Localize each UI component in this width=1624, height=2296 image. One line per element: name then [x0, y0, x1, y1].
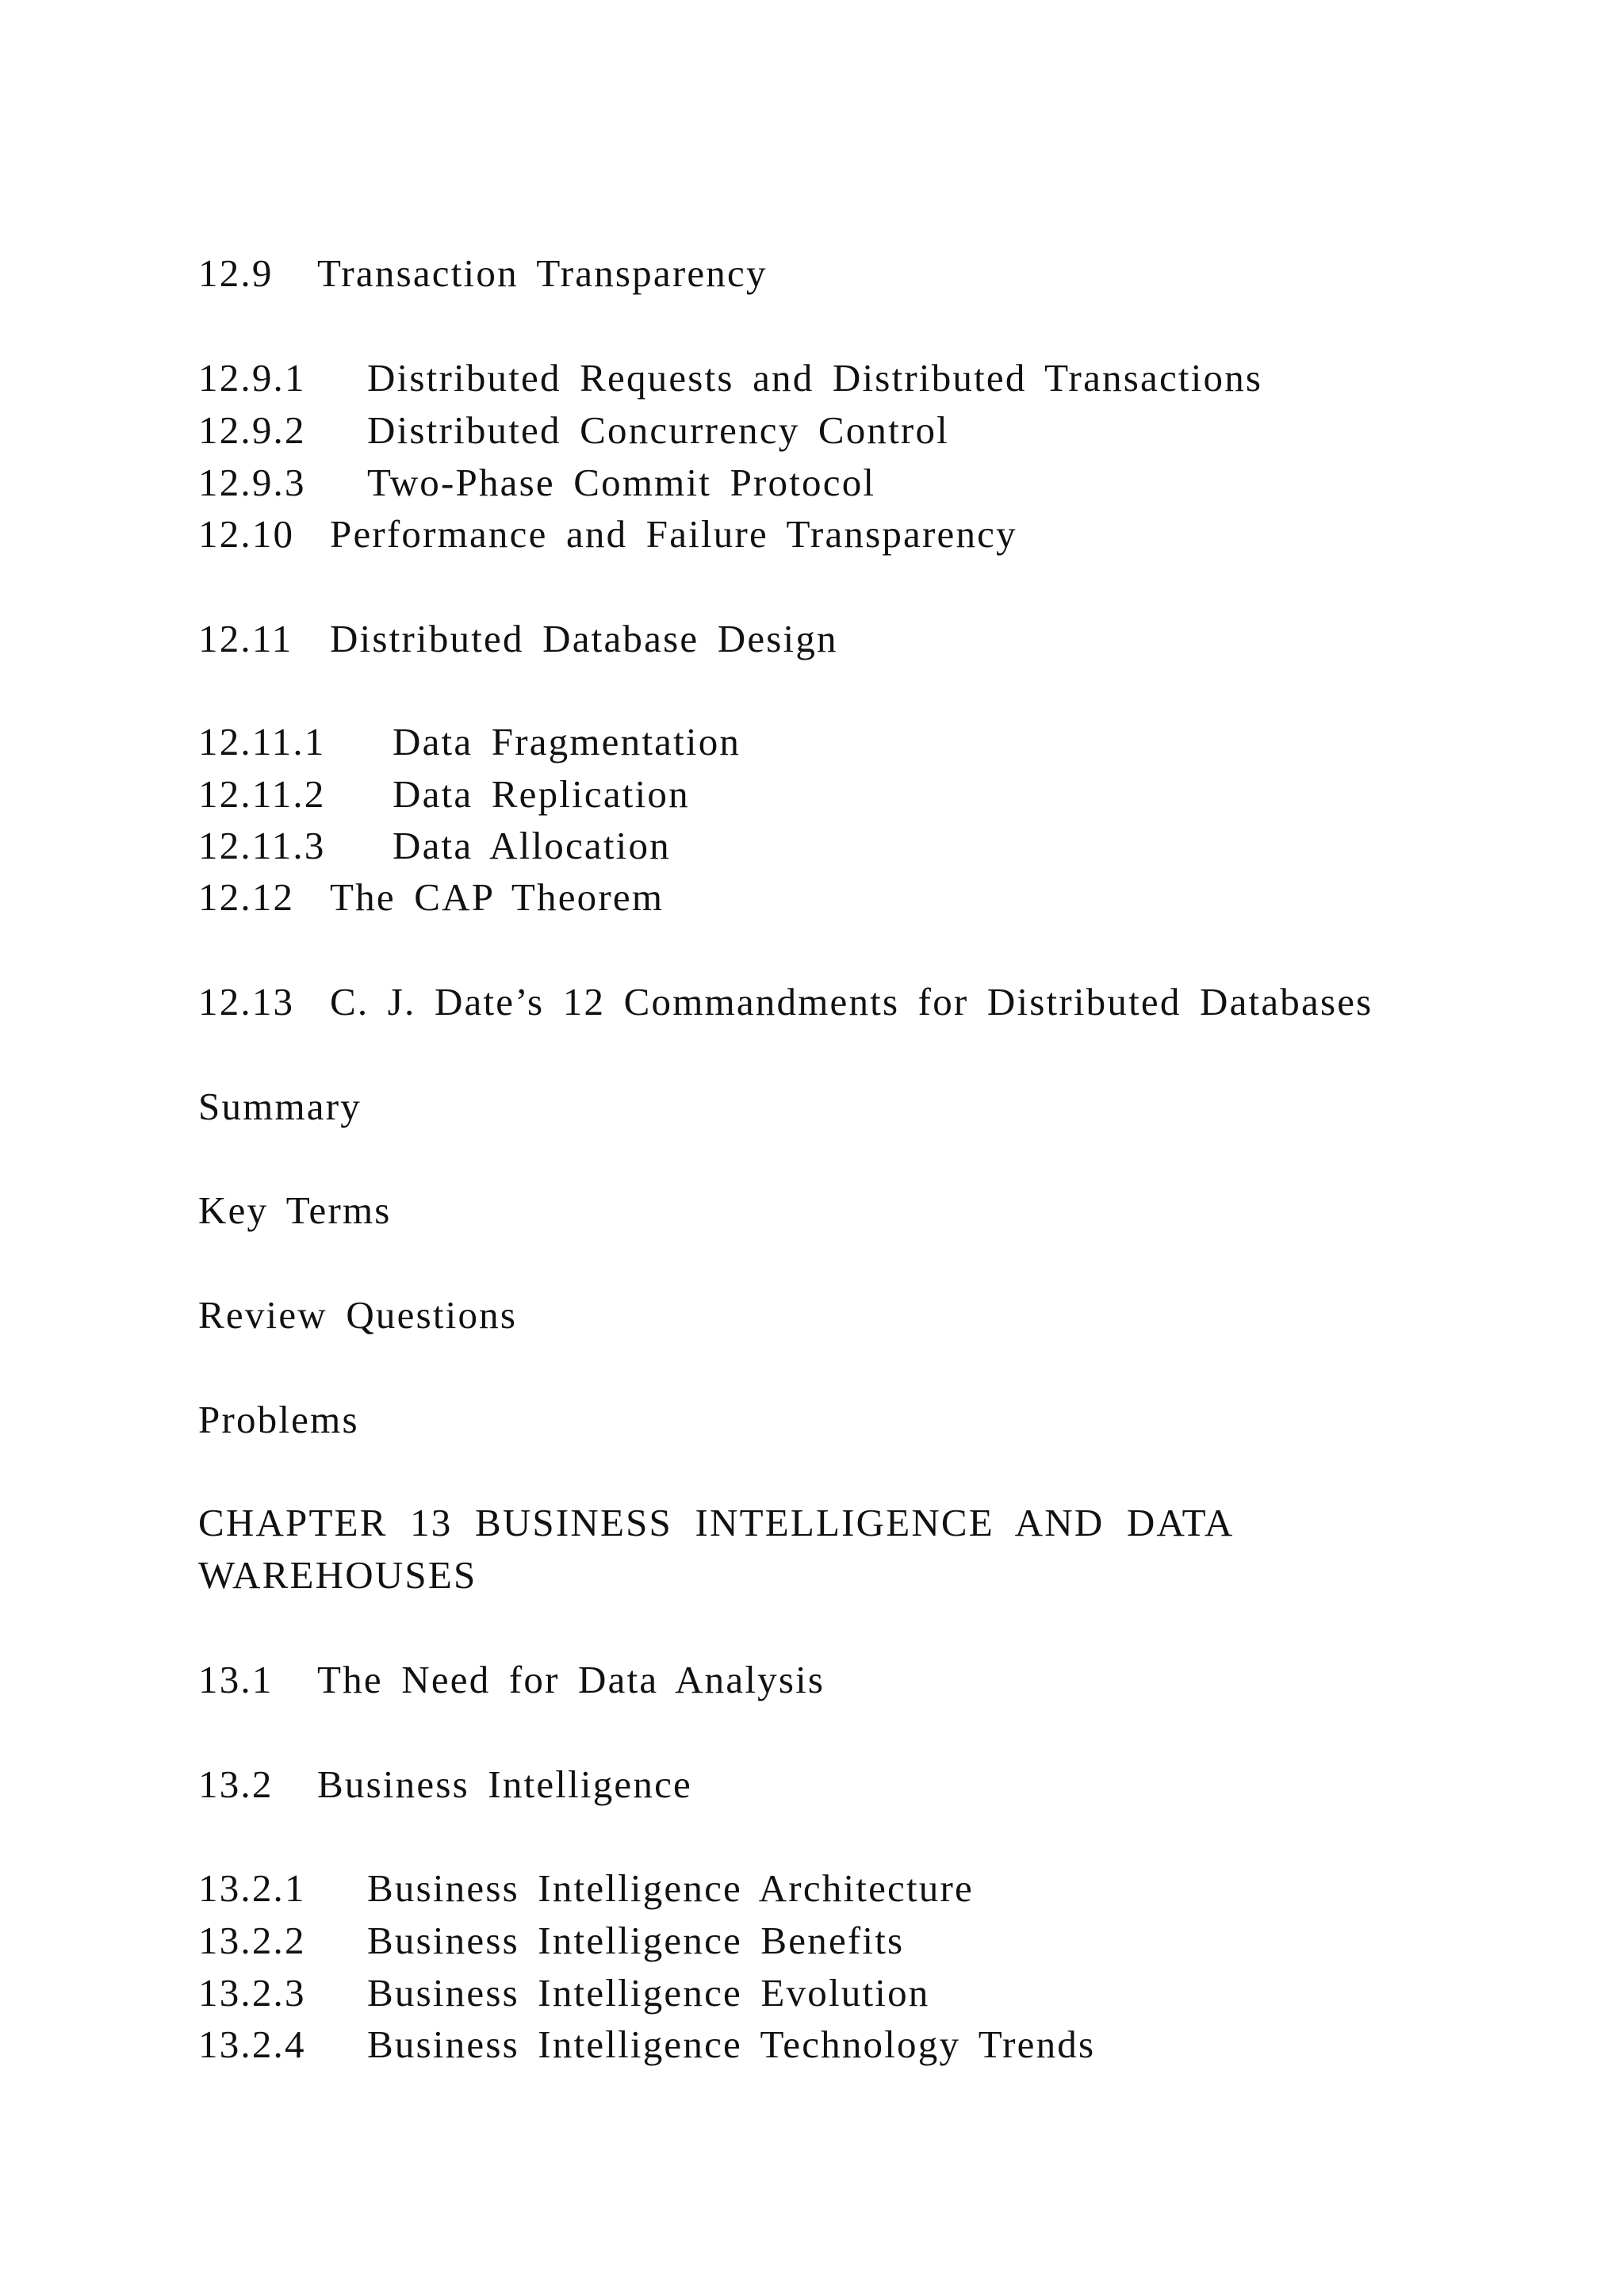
section-title: C. J. Date’s 12 Commandments for Distributed Databases [330, 980, 1373, 1024]
section-title: Business Intelligence Benefits [367, 1919, 905, 1962]
section-title: Business Intelligence Architecture [367, 1866, 974, 1910]
section-title: Data Allocation [393, 824, 671, 867]
toc-entry-12-13 [198, 980, 1373, 1024]
section-title: Business Intelligence Technology Trends [367, 2022, 1096, 2066]
toc-entry-12-9-1 [198, 356, 1262, 400]
toc-entry-problems: Problems [198, 1398, 359, 1441]
section-title: The Need for Data Analysis [317, 1658, 825, 1701]
toc-entry-12-10 [198, 512, 1017, 557]
chapter-heading-line-1: CHAPTER 13 BUSINESS INTELLIGENCE AND DATA [198, 1501, 1235, 1544]
section-title: Distributed Database Design [330, 617, 838, 660]
section-number: 13.2.3 [198, 1971, 306, 2015]
toc-entry-13-2-2 [198, 1919, 904, 1963]
toc-entry-13-2-3 [198, 1971, 930, 2015]
section-number: 12.13 [198, 980, 295, 1024]
section-title: Data Fragmentation [393, 720, 741, 763]
section-title: Transaction Transparency [317, 251, 768, 295]
section-number: 13.2.4 [198, 2022, 306, 2066]
toc-entry-13-2 [198, 1762, 692, 1807]
section-number: 12.10 [198, 512, 295, 556]
toc-entry-12-11-2 [198, 772, 690, 817]
toc-entry-12-11 [198, 617, 838, 661]
section-number: 12.11.2 [198, 772, 326, 816]
toc-entry-review-questions: Review Questions [198, 1293, 518, 1337]
toc-entry-12-11-3 [198, 824, 671, 868]
toc-entry-12-11-1 [198, 720, 741, 764]
section-title: Performance and Failure Transparency [330, 512, 1017, 556]
section-number: 13.2.1 [198, 1866, 306, 1910]
toc-entry-12-12 [198, 875, 664, 920]
section-number: 13.2.2 [198, 1919, 306, 1962]
chapter-heading-line-2: WAREHOUSES [198, 1553, 477, 1597]
section-number: 13.2 [198, 1762, 274, 1806]
toc-entry-12-9-2 [198, 408, 949, 453]
section-number: 12.12 [198, 875, 295, 919]
section-title: The CAP Theorem [330, 875, 665, 919]
toc-entry-12-9-3 [198, 461, 875, 505]
section-number: 12.9.1 [198, 356, 306, 400]
section-title: Distributed Concurrency Control [367, 408, 949, 452]
section-number: 13.1 [198, 1658, 274, 1701]
toc-entry-key-terms: Key Terms [198, 1188, 392, 1232]
toc-entry-12-9 [198, 251, 768, 296]
section-title: Data Replication [393, 772, 690, 816]
toc-entry-13-2-4 [198, 2022, 1095, 2067]
section-number: 12.11 [198, 617, 293, 660]
section-number: 12.9 [198, 251, 274, 295]
toc-entry-13-1 [198, 1658, 825, 1702]
section-number: 12.9.3 [198, 461, 306, 504]
section-title: Business Intelligence Evolution [367, 1971, 930, 2015]
section-number: 12.11.1 [198, 720, 326, 763]
toc-entry-summary: Summary [198, 1085, 362, 1128]
section-number: 12.11.3 [198, 824, 326, 867]
section-title: Two-Phase Commit Protocol [367, 461, 876, 504]
section-number: 12.9.2 [198, 408, 306, 452]
section-title: Distributed Requests and Distributed Transactions [367, 356, 1263, 400]
section-title: Business Intelligence [317, 1762, 692, 1806]
toc-entry-13-2-1 [198, 1866, 974, 1911]
